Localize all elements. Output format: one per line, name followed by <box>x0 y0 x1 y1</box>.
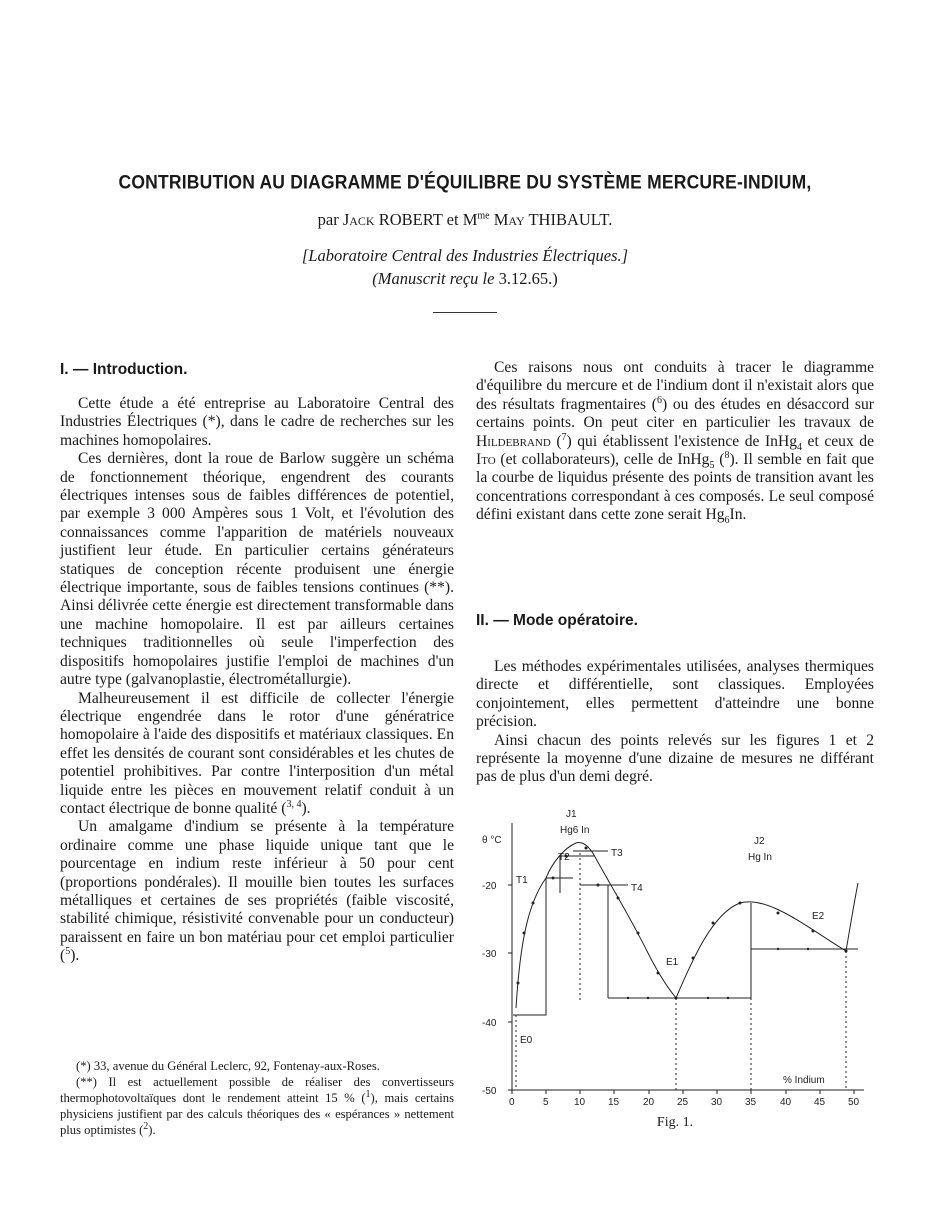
and-word: et <box>446 210 459 229</box>
x-tick-label: 10 <box>574 1097 586 1108</box>
paragraph: Cette étude a été entreprise au Laboratoire Central des Industries Électriques (*), dans le cadre de recherches sur les machines homopolaires. <box>60 395 454 449</box>
label-e0: E0 <box>520 1035 533 1046</box>
paragraph: Ces dernières, dont la roue de Barlow suggère un schéma de fonctionnement théorique, engendrent des courants électriques intenses sous de faibles différences de potentiel, par exemple 3 000 Ampères sous 1 Volt, et l'évolution des connaissances comme l'apparition de matériels nouveaux justifient leur étude. En particulier certains générateurs statiques de conception récente produisent une énergie électrique importante, sous de faibles tensions continues (**). Ainsi délivrée cette énergie est directement transformable dans une machine homopolaire. Il est par ailleurs certaines techniques traditionnelles où seule l'imperfection des dispositifs homopolaires justifie l'emploi de machines d'un autre type (galvanoplastie, électrométallurgie). <box>60 450 454 689</box>
data-point <box>647 997 649 999</box>
phase-diagram-figure <box>478 803 878 1113</box>
author2-first-name: May <box>493 210 525 229</box>
label-t2: T2 <box>558 852 570 863</box>
mme-title: $M^{me}$ <box>462 210 490 229</box>
x-tick-label: 35 <box>745 1097 757 1108</box>
x-tick-label: 50 <box>848 1097 860 1108</box>
x-tick-label: 40 <box>780 1097 792 1108</box>
data-point <box>807 948 809 950</box>
data-point <box>637 932 640 935</box>
x-tick-label: 25 <box>677 1097 689 1108</box>
data-point <box>523 932 526 935</box>
data-point <box>585 847 588 850</box>
paragraph: Malheureusement il est difficile de collecter l'énergie électrique engendrée dans le rotor d'une génératrice homopolaire à l'aide des dispositifs et matériaux classiques. En effet les densités de courant sont considérables et les chutes de potentiel prohibitives. Par contre l'interposition d'un métal liquide entre les pièces en mouvement relatif conduit à un contact électrique de bonne qualité ($^{3, 4}$). <box>60 689 454 817</box>
section-heading-introduction: I. — Introduction. <box>60 361 188 378</box>
paragraph: Ainsi chacun des points relevés sur les figures 1 et 2 représente la moyenne d'une dizaine de mesures ne différant pas de plus d'un demi degré. <box>476 731 874 786</box>
title-divider <box>433 312 497 313</box>
y-tick-label: -20 <box>482 881 497 892</box>
x-tick-label: 30 <box>711 1097 723 1108</box>
left-column <box>60 395 454 966</box>
authors-line <box>0 210 930 230</box>
x-tick-label: 20 <box>643 1097 655 1108</box>
data-point <box>657 972 660 975</box>
section-heading-mode-operatoire: II. — Mode opératoire. <box>476 612 638 629</box>
label-j1: J1 <box>566 809 577 820</box>
label-e2: E2 <box>812 911 825 922</box>
paragraph: Ces raisons nous ont conduits à tracer le diagramme d'équilibre du mercure et de l'indium dont il n'existait alors que des résultats fragmentaires ($^6$) ou des études en désaccord sur certains points. On peut citer en particulier les travaux de Hildebrand ($^7$) qui établissent l'existence de InHg$_4$ et ceux de Ito (et collaborateurs), celle de InHg$_5$ ($^8$). Il semble en fait que la courbe de liquidus présente des points de transition avant les concentrations correspondant à ces composés. Le seul composé défini existant dans cette zone serait $Hg_6In$. <box>476 359 874 527</box>
data-point <box>532 902 535 905</box>
data-point <box>627 997 629 999</box>
data-point <box>812 930 815 933</box>
liquidus-curve-right <box>846 883 858 951</box>
data-point <box>707 997 709 999</box>
label-j1-compound: Hg6 In <box>560 825 590 836</box>
y-tick-label: -50 <box>482 1086 497 1097</box>
footnote: (**) Il est actuellement possible de réaliser des convertisseurs thermophotovoltaïques dont le rendement atteint 15 % ($^1$), mais certains physiciens justifient par des calculs théoriques des « espérances » nettement plus optimistes ($^2$). <box>60 1075 454 1137</box>
laboratory-line: [Laboratoire Central des Industries Électriques.] <box>301 246 629 265</box>
data-point <box>727 997 729 999</box>
liquidus-curve-left <box>516 843 676 1009</box>
by-word: par <box>317 210 339 229</box>
footnotes <box>60 1058 454 1138</box>
data-point <box>739 902 742 905</box>
x-tick-label: 45 <box>814 1097 826 1108</box>
data-point <box>617 897 620 900</box>
y-tick-label: -40 <box>482 1018 497 1029</box>
label-e1: E1 <box>666 957 679 968</box>
label-t1: T1 <box>516 875 528 886</box>
x-tick-label: 0 <box>509 1097 515 1108</box>
x-axis-label: % Indium <box>783 1075 825 1086</box>
label-j2-compound: Hg In <box>748 852 772 863</box>
label-t3: T3 <box>611 848 623 859</box>
author1-first-name: Jack <box>342 210 375 229</box>
paragraph: Un amalgame d'indium se présente à la température ordinaire comme une phase liquide unique tant que le pourcentage en indium reste inférieur à 50 pour cent (proportions pondérales). Il mouille bien toutes les surfaces métalliques et certaines de ses propriétés (faible viscosité, stabilité chimique, résistivité convenable pour un conducteur) paraissent en faire un bon matériau pour cet emploi particulier ($^5$). <box>60 818 454 965</box>
paragraph: Les méthodes expérimentales utilisées, analyses thermiques directe et différentielle, sont classiques. Employées conjointement, elles permettent d'atteindre une bonne précision. <box>476 658 874 731</box>
article-title: CONTRIBUTION AU DIAGRAMME D'ÉQUILIBRE DU SYSTÈME MERCURE-INDIUM, <box>118 170 812 194</box>
data-point <box>712 922 715 925</box>
right-column-intro <box>476 359 874 525</box>
data-point <box>552 877 555 880</box>
y-tick-label: -30 <box>482 949 497 960</box>
data-point <box>675 997 678 1000</box>
right-column-methods <box>476 658 874 787</box>
label-t4: T4 <box>631 883 643 894</box>
figure-caption: Fig. 1. <box>656 1115 694 1130</box>
author2-last-name: THIBAULT. <box>528 210 613 229</box>
manuscript-received-line: (Manuscrit reçu le 3.12.65.) <box>372 269 558 288</box>
label-j2: J2 <box>754 836 765 847</box>
data-point <box>517 982 520 985</box>
author1-last-name: ROBERT <box>378 210 443 229</box>
data-point <box>845 950 848 953</box>
phase-diagram-svg <box>478 803 878 1113</box>
data-point <box>692 957 695 960</box>
x-tick-label: 5 <box>543 1097 549 1108</box>
x-tick-label: 15 <box>608 1097 620 1108</box>
data-point <box>777 948 779 950</box>
footnote: (*) 33, avenue du Général Leclerc, 92, Fontenay-aux-Roses. <box>76 1059 380 1073</box>
y-axis-label: θ °C <box>482 835 502 846</box>
data-point <box>777 912 780 915</box>
data-point <box>597 884 600 887</box>
eutectic-line-e0 <box>513 878 546 1015</box>
